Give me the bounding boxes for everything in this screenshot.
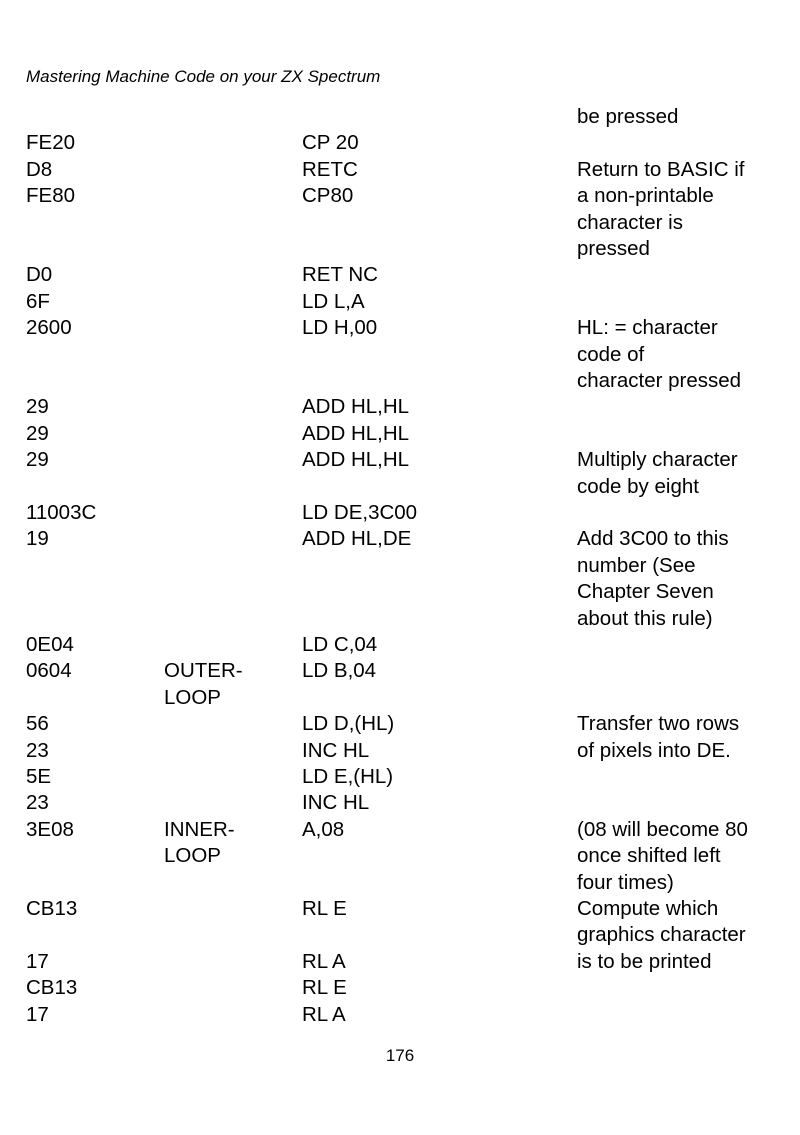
instruction: LD B,04 — [302, 659, 377, 683]
instruction: LD L,A — [302, 289, 365, 313]
label-line: LOOP — [164, 844, 221, 868]
hex-code: CB13 — [26, 897, 78, 920]
comment-line: of pixels into DE. — [577, 738, 731, 762]
instruction: ADD HL,DE — [302, 527, 412, 551]
hex-code: 29 — [26, 448, 49, 472]
label-line: OUTER- — [164, 659, 243, 683]
hex-code: D8 — [26, 157, 53, 181]
comment-line: a non-printable — [577, 184, 714, 208]
hex-code: 17 — [26, 949, 49, 973]
hex-code: 2600 — [26, 316, 72, 340]
hex-code: 0E04 — [26, 633, 74, 656]
instruction: RL A — [302, 1002, 346, 1026]
instruction: LD D,(HL) — [302, 712, 395, 736]
instruction: CP80 — [302, 184, 354, 208]
comment-line: Chapter Seven — [577, 580, 714, 604]
hex-code: 56 — [26, 712, 49, 736]
comment — [577, 526, 787, 632]
comment — [577, 738, 787, 764]
label — [164, 658, 243, 711]
running-header: Mastering Machine Code on your ZX Spectrum — [26, 67, 381, 86]
comment-line: (08 will become 80 — [577, 817, 748, 841]
comment-line: code by eight — [577, 474, 699, 498]
hex-code: CB13 — [26, 976, 78, 1000]
instruction: ADD HL,HL — [302, 395, 410, 419]
instruction: RL A — [302, 949, 346, 973]
comment-line: number (See — [577, 553, 696, 577]
hex-code: FE80 — [26, 184, 75, 208]
instruction: LD H,00 — [302, 316, 378, 340]
instruction: RL E — [302, 976, 347, 1000]
comment — [577, 104, 787, 130]
instruction: RET NC — [302, 263, 378, 287]
hex-code: 29 — [26, 421, 49, 445]
hex-code: 17 — [26, 1002, 49, 1026]
instruction: A,08 — [302, 817, 345, 841]
hex-code: 3E08 — [26, 817, 74, 841]
comment-line: Add 3C00 to this — [577, 527, 729, 551]
label-line: INNER- — [164, 817, 235, 841]
comment — [577, 315, 787, 394]
hex-code: 11003C — [26, 501, 97, 524]
comment-line: is to be printed — [577, 949, 712, 973]
instruction: RETC — [302, 157, 358, 181]
instruction: ADD HL,HL — [302, 448, 410, 472]
comment-line: Compute which — [577, 897, 719, 920]
comment — [577, 817, 787, 896]
comment — [577, 157, 787, 183]
comment — [577, 949, 787, 975]
label-line: LOOP — [164, 685, 221, 709]
hex-code: 23 — [26, 738, 49, 762]
comment-line: Return to BASIC if — [577, 157, 745, 181]
comment-line: pressed — [577, 237, 650, 260]
instruction: ADD HL,HL — [302, 421, 410, 445]
comment — [577, 711, 787, 737]
instruction: LD DE,3C00 — [302, 501, 418, 524]
instruction: RL E — [302, 897, 347, 920]
comment-line: about this rule) — [577, 606, 713, 630]
hex-code: 5E — [26, 765, 52, 788]
page-number: 176 — [385, 1046, 415, 1065]
hex-code: 29 — [26, 395, 49, 419]
comment-line: character is — [577, 210, 683, 234]
comment-line: character pressed — [577, 369, 742, 392]
comment-line: Transfer two rows — [577, 712, 740, 736]
instruction: INC HL — [302, 791, 370, 815]
hex-code: 19 — [26, 527, 49, 551]
comment-line: four times) — [577, 870, 674, 894]
comment — [577, 183, 787, 262]
instruction: CP 20 — [302, 131, 359, 155]
comment-line: Multiply character — [577, 448, 738, 472]
hex-code: D0 — [26, 263, 53, 287]
hex-code: 23 — [26, 791, 49, 815]
comment — [577, 447, 787, 500]
comment-line: once shifted left — [577, 844, 721, 868]
hex-code: FE20 — [26, 131, 75, 155]
hex-code: 0604 — [26, 659, 72, 683]
instruction: LD E,(HL) — [302, 765, 394, 788]
comment — [577, 896, 787, 949]
instruction: LD C,04 — [302, 633, 378, 656]
comment-line: HL: = character — [577, 316, 718, 340]
instruction: INC HL — [302, 738, 370, 762]
comment-line: graphics character — [577, 923, 746, 947]
comment-line: be pressed — [577, 105, 679, 128]
label — [164, 817, 235, 870]
comment-line: code of — [577, 342, 645, 366]
hex-code: 6F — [26, 289, 50, 313]
